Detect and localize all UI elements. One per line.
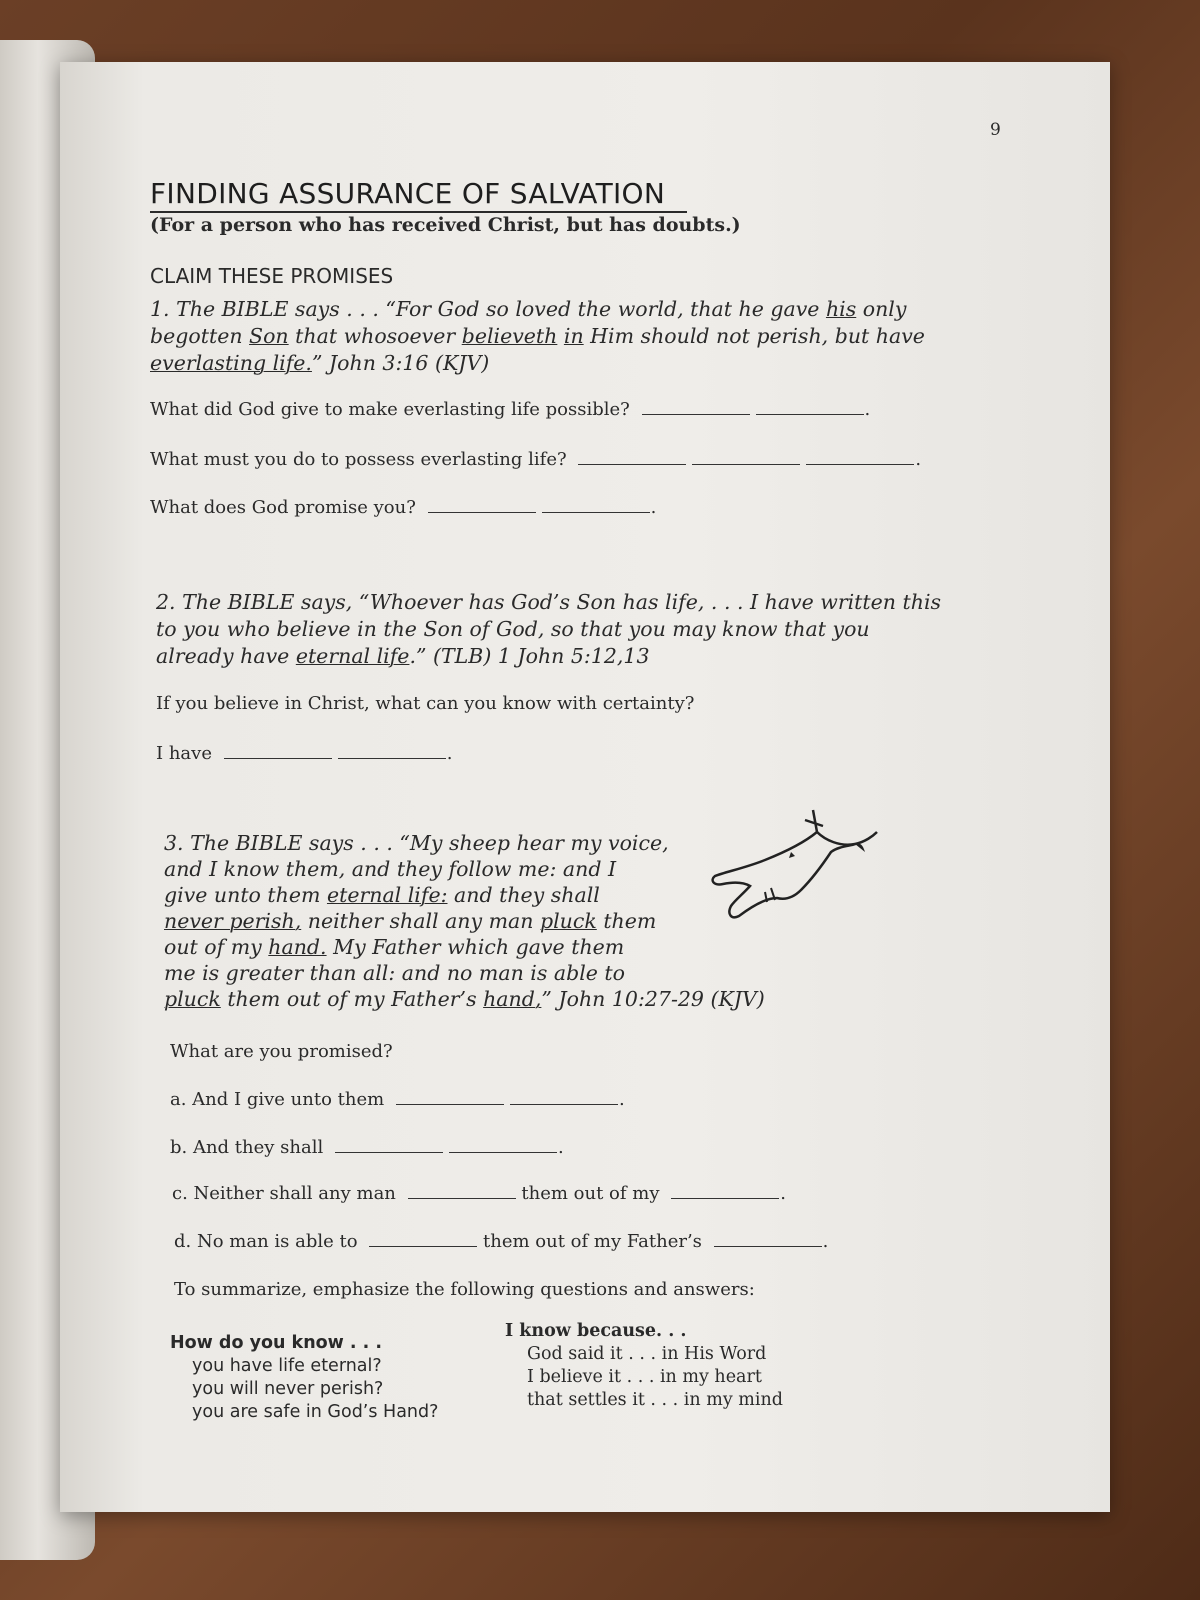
page-subtitle: (For a person who has received Christ, but has doubts.) [150, 214, 741, 236]
summary-intro: To summarize, emphasize the following questions and answers: [174, 1279, 755, 1300]
answer-blank[interactable] [542, 498, 650, 513]
answer-blank[interactable] [396, 1090, 504, 1105]
list-item: God said it . . . in His Word [527, 1344, 767, 1364]
question-1a: What did God give to make everlasting life possible? . [150, 399, 871, 420]
list-item: you are safe in God’s Hand? [192, 1402, 439, 1422]
answer-blank[interactable] [756, 400, 864, 415]
question-3b: b. And they shall . [170, 1137, 564, 1158]
list-item: you have life eternal? [192, 1356, 382, 1376]
summary-left-heading: How do you know . . . [170, 1333, 383, 1353]
answer-blank[interactable] [578, 450, 686, 465]
list-item: that settles it . . . in my mind [527, 1390, 783, 1410]
question-3d: d. No man is able to them out of my Father’s . [174, 1231, 829, 1252]
list-item: I believe it . . . in my heart [527, 1367, 762, 1387]
answer-blank[interactable] [338, 744, 446, 759]
answer-blank[interactable] [224, 744, 332, 759]
answer-blank[interactable] [806, 450, 914, 465]
page-title: FINDING ASSURANCE OF SALVATION [150, 177, 687, 213]
summary-right-heading: I know because. . . [505, 1321, 687, 1341]
question-2a: If you believe in Christ, what can you know with certainty? [156, 693, 695, 714]
promise-1-verse: 1. The BIBLE says . . . “For God so loved the world, that he gave his only begotten Son that whosoever believeth in Him should not perish, but have everlasting life.” John 3:16 (KJV) [150, 297, 925, 375]
question-3a: a. And I give unto them . [170, 1089, 625, 1110]
question-2b: I have . [156, 743, 453, 764]
section-heading: CLAIM THESE PROMISES [150, 264, 394, 288]
promise-2-verse: 2. The BIBLE says, “Whoever has God’s Son has life, . . . I have written this to you who believe in the Son of God, so that you may know that you already have eternal life.” (TLB) 1 John 5:12,13 [156, 590, 942, 668]
answer-blank[interactable] [671, 1184, 779, 1199]
answer-blank[interactable] [510, 1090, 618, 1105]
answer-blank[interactable] [408, 1184, 516, 1199]
book-page [60, 62, 1110, 1512]
question-1b: What must you do to possess everlasting life? . [150, 449, 922, 470]
answer-blank[interactable] [714, 1232, 822, 1247]
summary-answers [505, 1320, 783, 1412]
question-3-intro: What are you promised? [170, 1041, 393, 1062]
question-3c: c. Neither shall any man them out of my . [172, 1183, 786, 1204]
answer-blank[interactable] [692, 450, 800, 465]
promise-3-verse: 3. The BIBLE says . . . “My sheep hear my voice, and I know them, and they follow me: and I give unto them eternal life: and they shall never perish, neither shall any man pluck them out of my hand. My Father which gave them me is greater than all: and no man is able to pluck them out of my Father’s hand,” John 10:27-29 (KJV) [164, 831, 765, 1011]
answer-blank[interactable] [428, 498, 536, 513]
answer-blank[interactable] [642, 400, 750, 415]
page-number: 9 [990, 120, 1001, 140]
answer-blank[interactable] [449, 1138, 557, 1153]
question-1c: What does God promise you? . [150, 497, 657, 518]
hand-illustration [705, 802, 885, 952]
answer-blank[interactable] [369, 1232, 477, 1247]
answer-blank[interactable] [335, 1138, 443, 1153]
summary-questions [170, 1332, 438, 1424]
list-item: you will never perish? [192, 1379, 384, 1399]
